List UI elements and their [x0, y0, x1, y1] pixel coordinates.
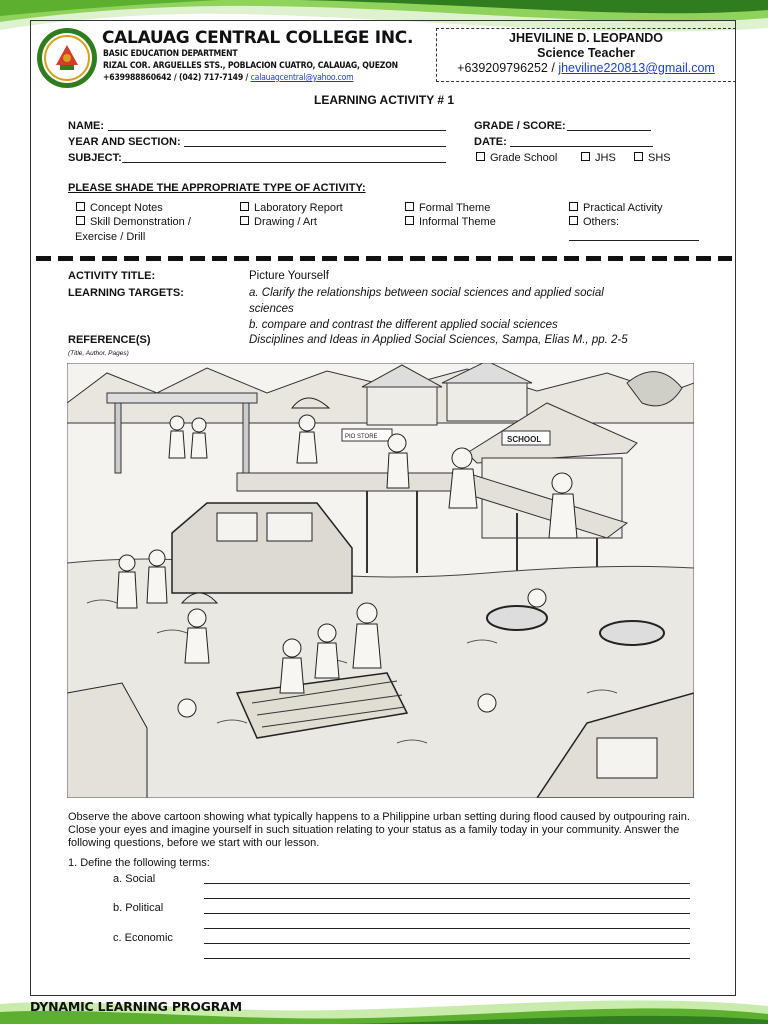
- school-sign-text: SCHOOL: [507, 435, 542, 444]
- type-drawing-art-option[interactable]: [240, 216, 317, 228]
- date-label: DATE:: [474, 136, 507, 148]
- name-field[interactable]: [108, 130, 446, 131]
- reference-label: REFERENCE(S): [68, 334, 151, 346]
- grade-score-label: GRADE / SCORE:: [474, 120, 566, 132]
- school-email-link[interactable]: calauagcentral@yahoo.com: [250, 73, 354, 83]
- school-department: BASIC EDUCATION DEPARTMENT: [103, 49, 238, 59]
- year-section-field[interactable]: [184, 146, 446, 147]
- level-shs-option[interactable]: [634, 152, 671, 164]
- economic-answer-line-2[interactable]: [204, 958, 690, 959]
- type-others-option[interactable]: [569, 216, 619, 228]
- term-economic-label: c. Economic: [113, 932, 173, 944]
- subject-label: SUBJECT:: [68, 152, 122, 164]
- checkbox-icon: [240, 202, 249, 211]
- type-formal-theme-label: Formal Theme: [419, 202, 491, 214]
- school-name: CALAUAG CENTRAL COLLEGE INC.: [102, 28, 414, 48]
- checkbox-icon: [76, 216, 85, 225]
- year-section-label: YEAR AND SECTION:: [68, 136, 181, 148]
- reference-note: (Title, Author, Pages): [68, 350, 129, 357]
- activity-page-title: LEARNING ACTIVITY # 1: [313, 93, 455, 107]
- footer-program-label: DYNAMIC LEARNING PROGRAM: [30, 999, 242, 1014]
- activity-title-value: Picture Yourself: [249, 270, 329, 282]
- section-divider: [36, 256, 732, 261]
- checkbox-icon: [405, 202, 414, 211]
- term-political-label: b. Political: [113, 902, 164, 914]
- type-laboratory-report-label: Laboratory Report: [254, 202, 343, 214]
- type-skill-demonstration-label: Skill Demonstration /: [90, 216, 191, 228]
- school-contact: [103, 73, 353, 83]
- political-answer-line-1[interactable]: [204, 913, 690, 914]
- target-b: b. compare and contrast the different applied social sciences: [249, 319, 558, 331]
- school-seal-logo: [36, 27, 98, 89]
- type-others-label: Others:: [583, 216, 620, 228]
- checkbox-icon: [569, 216, 578, 225]
- grade-score-field[interactable]: [567, 130, 651, 131]
- date-field[interactable]: [510, 146, 653, 147]
- teacher-email-link[interactable]: jheviline220813@gmail.com: [558, 61, 715, 75]
- type-concept-notes-option[interactable]: [76, 202, 163, 214]
- level-shs-label: SHS: [648, 152, 671, 164]
- economic-answer-line-1[interactable]: [204, 943, 690, 944]
- type-practical-activity-label: Practical Activity: [583, 202, 663, 214]
- activity-type-heading: PLEASE SHADE THE APPROPRIATE TYPE OF ACTIVITY:: [68, 182, 366, 194]
- type-informal-theme-label: Informal Theme: [419, 216, 496, 228]
- learning-targets-label: LEARNING TARGETS:: [68, 287, 184, 299]
- teacher-name: JHEVILINE D. LEOPANDO: [509, 31, 663, 45]
- flood-cartoon-illustration: [67, 363, 694, 798]
- teacher-contact: [437, 61, 735, 76]
- checkbox-icon: [581, 152, 590, 161]
- checkbox-icon: [634, 152, 643, 161]
- others-field[interactable]: [569, 240, 699, 241]
- level-grade-school-label: Grade School: [490, 152, 558, 164]
- name-label: NAME:: [68, 120, 105, 132]
- store-sign-text: PIO STORE: [345, 434, 378, 440]
- type-practical-activity-option[interactable]: [569, 202, 662, 214]
- social-answer-line-2[interactable]: [204, 898, 690, 899]
- school-address: RIZAL COR. ARGUELLES STS., POBLACION CUATRO, CALAUAG, QUEZON: [103, 61, 398, 71]
- reference-value: Disciplines and Ideas in Applied Social Sciences, Sampa, Elias M., pp. 2-5: [249, 334, 628, 346]
- social-answer-line-1[interactable]: [204, 883, 690, 884]
- type-exercise-drill-label: Exercise / Drill: [75, 231, 146, 243]
- question-1: 1. Define the following terms:: [68, 857, 210, 869]
- checkbox-icon: [76, 202, 85, 211]
- type-laboratory-report-option[interactable]: [240, 202, 343, 214]
- term-social-label: a. Social: [113, 873, 156, 885]
- type-skill-demonstration-option[interactable]: [76, 216, 191, 228]
- checkbox-icon: [240, 216, 249, 225]
- instructions-paragraph: Observe the above cartoon showing what typically happens to a Philippine urban setting during flood caused by outpouring rain. Close your eyes and imagine yourself in such situation relating to your status as a family today in your community. Answer the following questions, before we start with our lesson.: [68, 811, 690, 849]
- level-grade-school-option[interactable]: [476, 152, 557, 164]
- type-formal-theme-option[interactable]: [405, 202, 490, 214]
- type-informal-theme-option[interactable]: [405, 216, 496, 228]
- level-jhs-option[interactable]: [581, 152, 616, 164]
- type-concept-notes-label: Concept Notes: [90, 202, 163, 214]
- checkbox-icon: [569, 202, 578, 211]
- checkbox-icon: [476, 152, 485, 161]
- school-phone: +639988860642 / (042) 717-7149 /: [103, 73, 251, 83]
- activity-title-label: ACTIVITY TITLE:: [68, 270, 156, 282]
- checkbox-icon: [405, 216, 414, 225]
- teacher-phone: +639209796252 /: [457, 61, 559, 75]
- subject-field[interactable]: [122, 162, 446, 163]
- political-answer-line-2[interactable]: [204, 928, 690, 929]
- teacher-role: Science Teacher: [537, 46, 635, 60]
- target-a-line-1: a. Clarify the relationships between social sciences and applied social: [249, 287, 604, 299]
- teacher-info-box: [436, 28, 736, 82]
- type-drawing-art-label: Drawing / Art: [254, 216, 317, 228]
- target-a-line-2: sciences: [249, 303, 294, 315]
- level-jhs-label: JHS: [595, 152, 616, 164]
